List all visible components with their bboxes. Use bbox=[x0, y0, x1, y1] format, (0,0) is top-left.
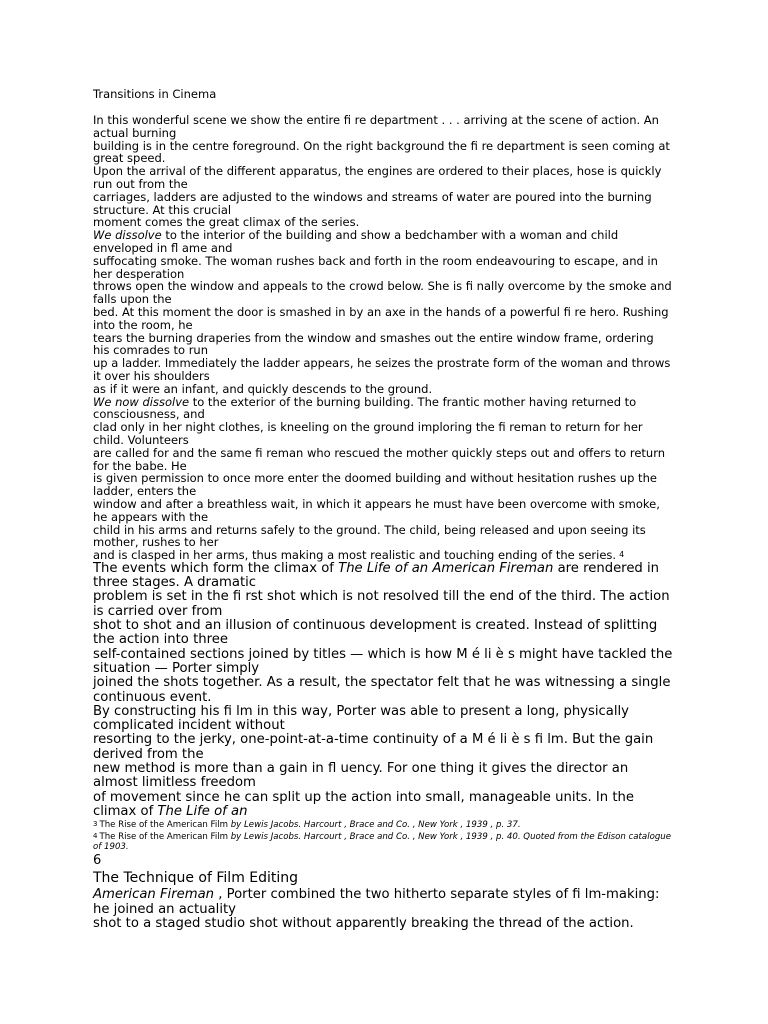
quote-line: are called for and the same fi reman who rescued the mother quickly steps out and offers to return for the babe. He bbox=[93, 445, 666, 473]
footnotes bbox=[93, 819, 673, 852]
italic-we-dissolve: We dissolve bbox=[93, 228, 162, 243]
footnote-4: 4 The Rise of the American Film by Lewis Jacobs. Harcourt , Brace and Co. , New York , 1939 , p. 40. Quoted from the Edison catalogue of 1903. bbox=[93, 831, 672, 853]
quote-line: carriages, ladders are adjusted to the windows and streams of water are poured into the burning structure. At this crucial bbox=[93, 189, 652, 217]
book-title-running-head: The Technique of Film Editing bbox=[93, 870, 299, 887]
body-line: resorting to the jerky, one-point-at-a-time continuity of a M é li è s fi lm. But the gain derived from the bbox=[93, 732, 654, 762]
page-content bbox=[93, 87, 673, 931]
body-line: joined the shots together. As a result, the spectator felt that he was witnessing a single continuous event. bbox=[93, 675, 671, 705]
quote-line: as if it were an infant, and quickly descends to the ground. bbox=[93, 381, 433, 396]
body-line: By constructing his fi lm in this way, Porter was able to present a long, physically complicated incident without bbox=[93, 703, 629, 734]
quote-line: window and after a breathless wait, in which it appears he must have been overcome with smoke, he appears with the bbox=[93, 496, 660, 524]
italic-film-title: The Life of an American Fireman bbox=[338, 560, 554, 576]
italic-we-now-dissolve: We now dissolve bbox=[93, 394, 190, 409]
italic-film-title-end: American Fireman bbox=[93, 887, 215, 903]
quote-line: up a ladder. Immediately the ladder appears, he seizes the prostrate form of the woman and throws it over his shoulders bbox=[93, 356, 671, 383]
quote-line: throws open the window and appeals to the crowd below. She is fi nally overcome by the smoke and falls upon the bbox=[93, 279, 672, 307]
body-line: The events which form the climax of The Life of an American Fireman are rendered in three stages. A dramatic bbox=[93, 560, 660, 591]
quote-line: suffocating smoke. The woman rushes back and forth in the room endeavouring to escape, and in her desperation bbox=[93, 253, 658, 281]
quote-line: moment comes the great climax of the series. bbox=[93, 215, 360, 230]
quote-line: clad only in her night clothes, is kneeling on the ground imploring the fi reman to return for her child. Volunteers bbox=[93, 420, 643, 447]
footnote-3: 3 The Rise of the American Film by Lewis Jacobs. Harcourt , Brace and Co. , New York , 1939 , p. 37. bbox=[93, 820, 521, 831]
quoted-passage bbox=[93, 114, 673, 562]
quote-line: We dissolve to the interior of the building and show a bedchamber with a woman and child enveloped in fl ame and bbox=[93, 228, 619, 255]
quote-line: and is clasped in her arms, thus making a most realistic and touching ending of the series. $^4$ bbox=[93, 548, 625, 563]
body-line: self-contained sections joined by titles — which is how M é li è s might have tackled the situation — Porter simply bbox=[93, 646, 673, 676]
footnote-marker: 4 bbox=[93, 831, 98, 840]
quote-line: is given permission to once more enter the doomed building and without hesitation rushes up the ladder, enters the bbox=[93, 471, 657, 499]
body-line: shot to shot and an illusion of continuous development is created. Instead of splitting the action into three bbox=[93, 618, 658, 648]
quote-line: child in his arms and returns safely to the ground. The child, being released and upon seeing its mother, rushes to her bbox=[93, 522, 646, 550]
quote-line: tears the burning draperies from the window and smashes out the entire window frame, ordering his comrades to run bbox=[93, 330, 654, 358]
body-line: problem is set in the fi rst shot which is not resolved till the end of the third. The action is carried over from bbox=[93, 589, 670, 619]
footnote-reference: 4 bbox=[619, 550, 625, 560]
page-number: 6 bbox=[93, 853, 102, 869]
body-line: new method is more than a gain in fl uency. For one thing it gives the director an almost limitless freedom bbox=[93, 761, 629, 791]
body-line: shot to a staged studio shot without apparently breaking the thread of the action. bbox=[93, 916, 634, 932]
quote-line: Upon the arrival of the different apparatus, the engines are ordered to their places, hose is quickly run out from the bbox=[93, 164, 662, 191]
body-line: of movement since he can split up the action into small, manageable units. In the climax of The Life of an bbox=[93, 789, 635, 819]
quote-line: We now dissolve to the exterior of the burning building. The frantic mother having returned to consciousness, and bbox=[93, 394, 637, 422]
body-paragraphs bbox=[93, 562, 673, 819]
quote-line: bed. At this moment the door is smashed in by an axe in the hands of a powerful fi re hero. Rushing into the room, he bbox=[93, 304, 669, 332]
italic-film-title-part: The Life of an bbox=[157, 803, 248, 819]
footnote-marker: 3 bbox=[93, 820, 98, 829]
quote-line: building is in the centre foreground. On the right background the fi re department is seen coming at great speed. bbox=[93, 138, 670, 166]
running-header: Transitions in Cinema bbox=[93, 87, 217, 101]
body-line: American Fireman , Porter combined the two hitherto separate styles of fi lm-making: he joined an actuality bbox=[93, 887, 660, 917]
continued-paragraph bbox=[93, 888, 673, 931]
quote-line: In this wonderful scene we show the entire fi re department . . . arriving at the scene of action. An actual burning bbox=[93, 113, 659, 140]
